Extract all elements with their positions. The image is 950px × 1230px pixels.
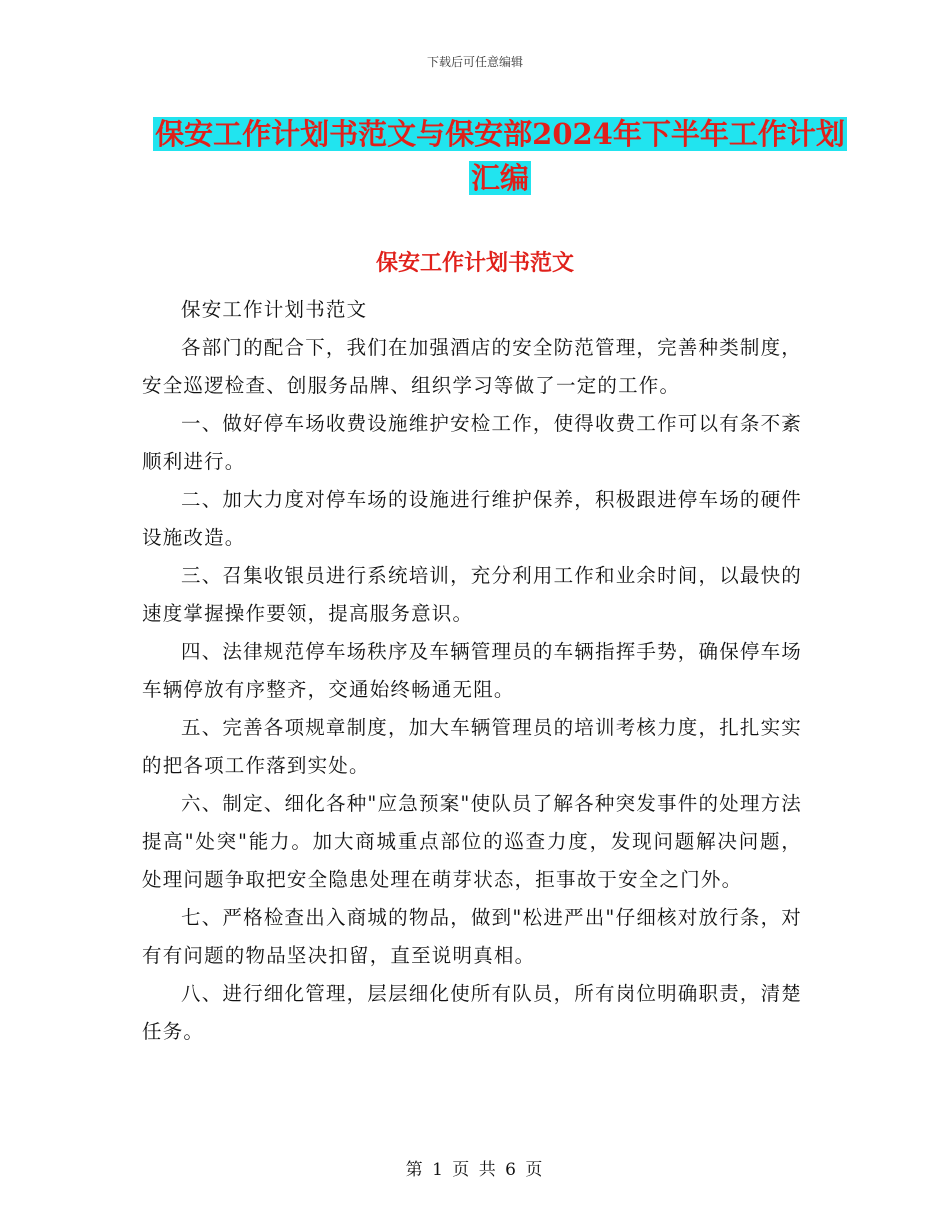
paragraph: 八、进行细化管理，层层细化使所有队员，所有岗位明确职责，清楚任务。 (142, 982, 803, 1043)
paragraph: 七、严格检查出入商城的物品，做到"松进严出"仔细核对放行条，对有有问题的物品坚决扣留，直至说明真相。 (142, 906, 802, 967)
paragraph: 二、加大力度对停车场的设施进行维护保养，积极跟进停车场的硬件设施改造。 (142, 488, 803, 549)
paragraph: 四、法律规范停车场秩序及车辆管理员的车辆指挥手势，确保停车场车辆停放有序整齐，交通始终畅通无阻。 (142, 640, 803, 701)
section-title: 保安工作计划书范文 (375, 250, 574, 276)
paragraph: 五、完善各项规章制度，加大车辆管理员的培训考核力度，扎扎实实的把各项工作落到实处。 (142, 716, 803, 777)
paragraph: 六、制定、细化各种"应急预案"使队员了解各种突发事件的处理方法提高"处突"能力。加大商城重点部位的巡查力度，发现问题解决问题，处理问题争取把安全隐患处理在萌芽状态，拒事故于安全之门外。 (142, 792, 802, 891)
header-note: 下载后可任意编辑 (426, 55, 523, 69)
paragraph: 三、召集收银员进行系统培训，充分利用工作和业余时间，以最快的速度掌握操作要领，提高服务意识。 (142, 564, 803, 625)
page-footer: 第 1 页 共 6 页 (405, 1160, 545, 1180)
title-line-2: 汇编 (470, 161, 529, 195)
title-line-1: 保安工作计划书范文与保安部2024年下半年工作计划 (155, 117, 845, 151)
paragraph: 保安工作计划书范文 (181, 298, 368, 321)
paragraph: 各部门的配合下，我们在加强酒店的安全防范管理，完善种类制度，安全巡逻检查、创服务品牌、组织学习等做了一定的工作。 (142, 336, 803, 397)
paragraph: 一、做好停车场收费设施维护安检工作，使得收费工作可以有条不紊顺利进行。 (142, 412, 803, 473)
document-title (150, 112, 850, 200)
body-text (142, 291, 802, 1051)
